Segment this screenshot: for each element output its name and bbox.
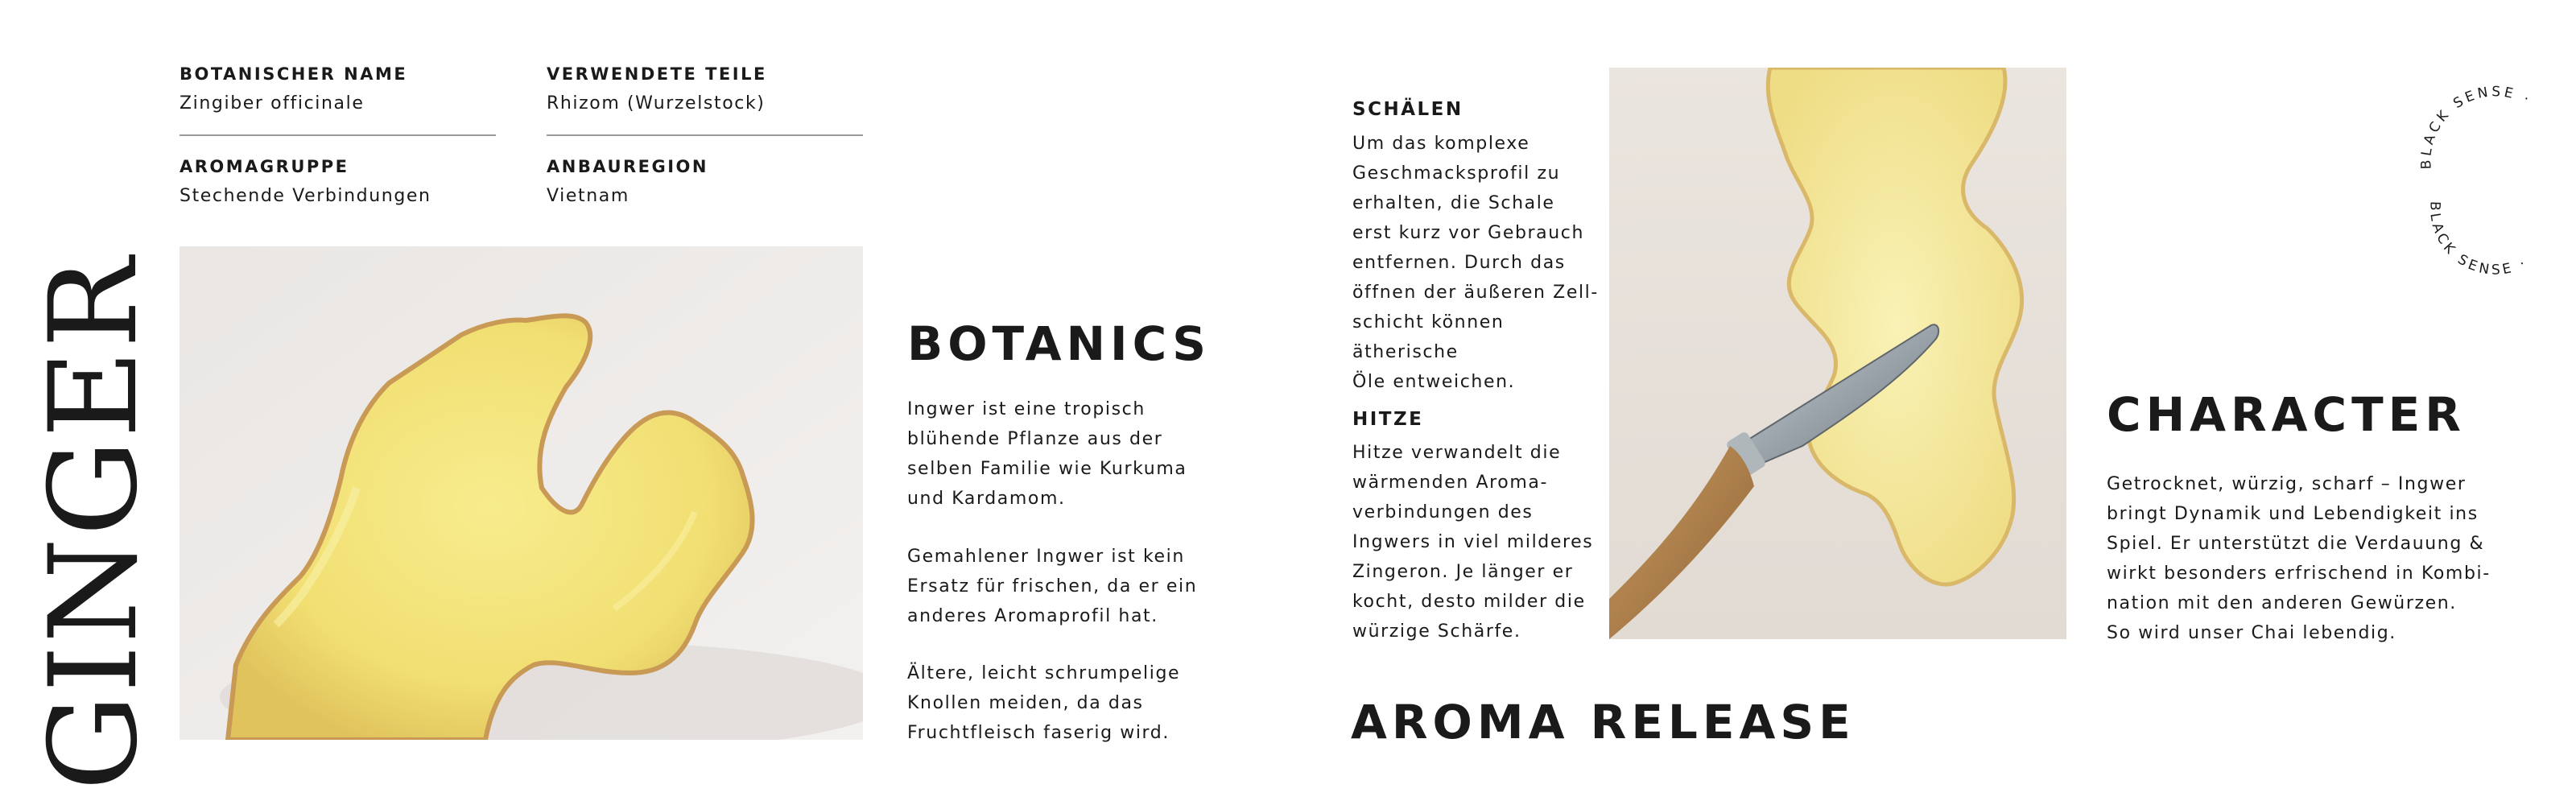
meta-value: Zingiber officinale [180,93,365,114]
meta-parts-used [547,64,865,114]
badge-svg [2407,80,2552,290]
meta-label: BOTANISCHER NAME [180,64,408,84]
heat-label: HITZE [1352,409,1424,430]
ginger-slice-illustration [180,246,863,740]
meta-label: AROMAGRUPPE [180,157,349,176]
meta-value: Vietnam [547,186,630,206]
meta-region [547,157,865,206]
meta-value: Rhizom (Wurzelstock) [547,93,766,114]
vertical-title [24,255,164,791]
botanics-paragraph-2: Gemahlener Ingwer ist kein Ersatz für frischen, da er ein anderes Aromaprofil hat. [907,547,1198,626]
meta-label: VERWENDETE TEILE [547,64,767,84]
meta-label: ANBAUREGION [547,157,708,176]
meta-divider [180,134,496,136]
character-text: Getrocknet, würzig, scharf – Ingwer bringt Dynamik und Lebendigkeit ins Spiel. Er unterstützt die Verdauung & wirkt besonders erfrischend in Kombi- nation mit den anderen Gewürzen. So wird unser Chai lebendig. [2107,474,2491,643]
peel-text: Um das komplexe Geschmacksprofil zu erhalten, die Schale erst kurz vor Gebrauch entfernen. Durch das öffnen der äußeren Zell- schicht können ätherische Öle entweichen. [1352,134,1599,392]
heat-text: Hitze verwandelt die wärmenden Aroma- verbindungen des Ingwers in viel milderes Zingeron. Je länger er kocht, desto milder die würzige Schärfe. [1352,443,1594,642]
meta-botanical-name [180,64,497,114]
character-heading: CHARACTER [2107,387,2466,442]
badge-bottom-text: BLACK SENSE · [2426,200,2531,279]
badge-top-text: BLACK SENSE · [2418,84,2535,170]
botanics-paragraph-3: Ältere, leicht schrumpelige Knollen meiden, da das Fruchtfleisch faserig wird. [907,663,1181,743]
peel-label: SCHÄLEN [1352,99,1463,120]
aroma-release-heading: AROMA RELEASE [1351,695,1856,749]
title-text: GINGER [24,255,164,791]
meta-value: Stechende Verbindungen [180,186,431,206]
meta-divider [547,134,863,136]
ginger-knife-photo [1609,68,2066,639]
ginger-slice-photo [180,246,863,740]
ginger-knife-illustration [1609,68,2066,639]
botanics-heading: BOTANICS [907,316,1211,371]
botanics-paragraph-1: Ingwer ist eine tropisch blühende Pflanze aus der selben Familie wie Kurkuma und Kardamom. [907,399,1187,509]
meta-aroma-group [180,157,497,206]
black-sense-badge [2407,80,2552,290]
